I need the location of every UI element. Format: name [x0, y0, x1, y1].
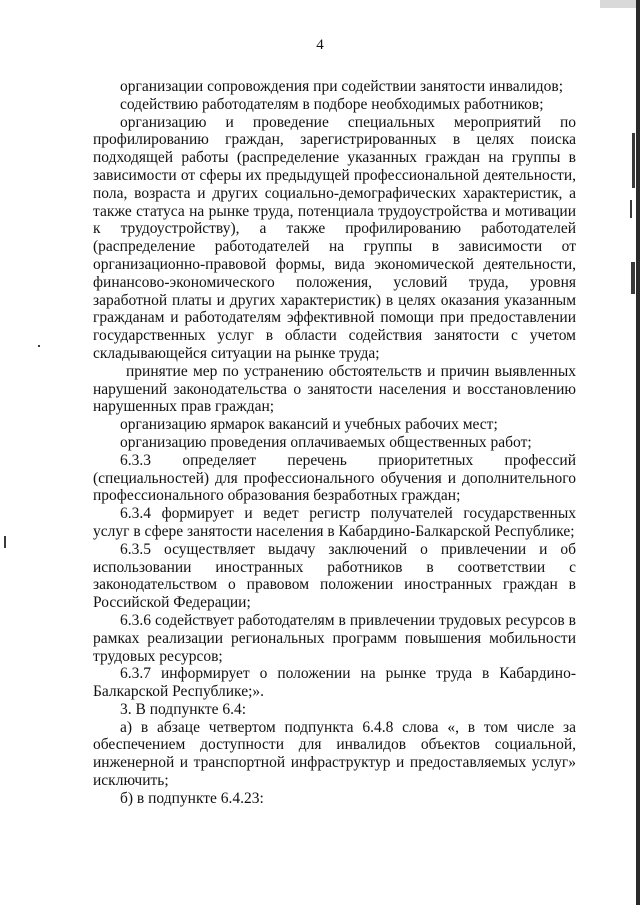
document-body — [93, 78, 576, 808]
scan-edge-right — [636, 0, 640, 905]
page-number: 4 — [316, 37, 324, 53]
paragraph: 6.3.5 осуществляет выдачу заключений о привлечении и об использовании иностранных работников в соответствии с законодательством о правовом положении иностранных граждан в Российской Федерации; — [93, 540, 576, 612]
paragraph: б) в подпункте 6.4.23: — [120, 789, 264, 807]
paragraph: принятие мер по устранению обстоятельств и причин выявленных нарушений законодательства о занятости населения и восстановлению нарушенных прав граждан; — [93, 362, 576, 416]
paragraph: 6.3.6 содействует работодателям в привлечении трудовых ресурсов в рамках реализации региональных программ повышения мобильности трудовых ресурсов; — [93, 611, 576, 665]
paragraph: 6.3.4 формирует и ведет регистр получателей государственных услуг в сфере занятости населения в Кабардино-Балкарской Республике; — [93, 505, 576, 540]
paragraph: 6.3.7 информирует о положении на рынке труда в Кабардино-Балкарской Республике;». — [93, 665, 576, 701]
paragraph: организацию ярмарок вакансий и учебных рабочих мест; — [120, 416, 498, 434]
scan-artifact — [632, 133, 635, 188]
paragraph: 3. В подпункте 6.4: — [120, 700, 247, 718]
paragraph: 6.3.3 определяет перечень приоритетных профессий (специальностей) для профессионального обучения и дополнительного профессионального образования безработных граждан; — [93, 451, 576, 505]
paragraph: организацию проведения оплачиваемых общественных работ; — [120, 433, 532, 451]
paragraph: организации сопровождения при содействии занятости инвалидов; — [120, 78, 564, 95]
scan-artifact — [630, 200, 632, 218]
paragraph: содействию работодателям в подборе необходимых работников; — [120, 95, 544, 113]
paragraph: организацию и проведение специальных мероприятий по профилированию граждан, зарегистрированных в целях поиска подходящей работы (распределение указанных граждан на группы в зависимости от сферы их предыдущей профессиональной деятельности, пола, возраста и других социально-демографических характеристик, а также статуса на рынке труда, потенциала трудоустройства и мотивации к трудоустройству), а также профилированию работодателей (распределение работодателей на группы в зависимости от организационно-правовой формы, вида экономической деятельности, финансово-экономического положения, условий труда, уровня заработной платы и других характеристик) в целях оказания указанным гражданам и работодателям эффективной помощи при предоставлении государственных услуг в области содействия занятости с учетом складывающейся ситуации на рынке труда; — [93, 113, 576, 362]
paragraph: а) в абзаце четвертом подпункта 6.4.8 слова «, в том числе за обеспечением доступности для инвалидов объектов социальной, инженерной и транспортной инфраструктур и предоставляемых услуг» исключить; — [93, 718, 576, 790]
scan-artifact — [4, 536, 6, 548]
scan-edge-top — [600, 0, 640, 8]
scan-artifact — [631, 262, 635, 294]
scan-artifact — [38, 345, 40, 347]
